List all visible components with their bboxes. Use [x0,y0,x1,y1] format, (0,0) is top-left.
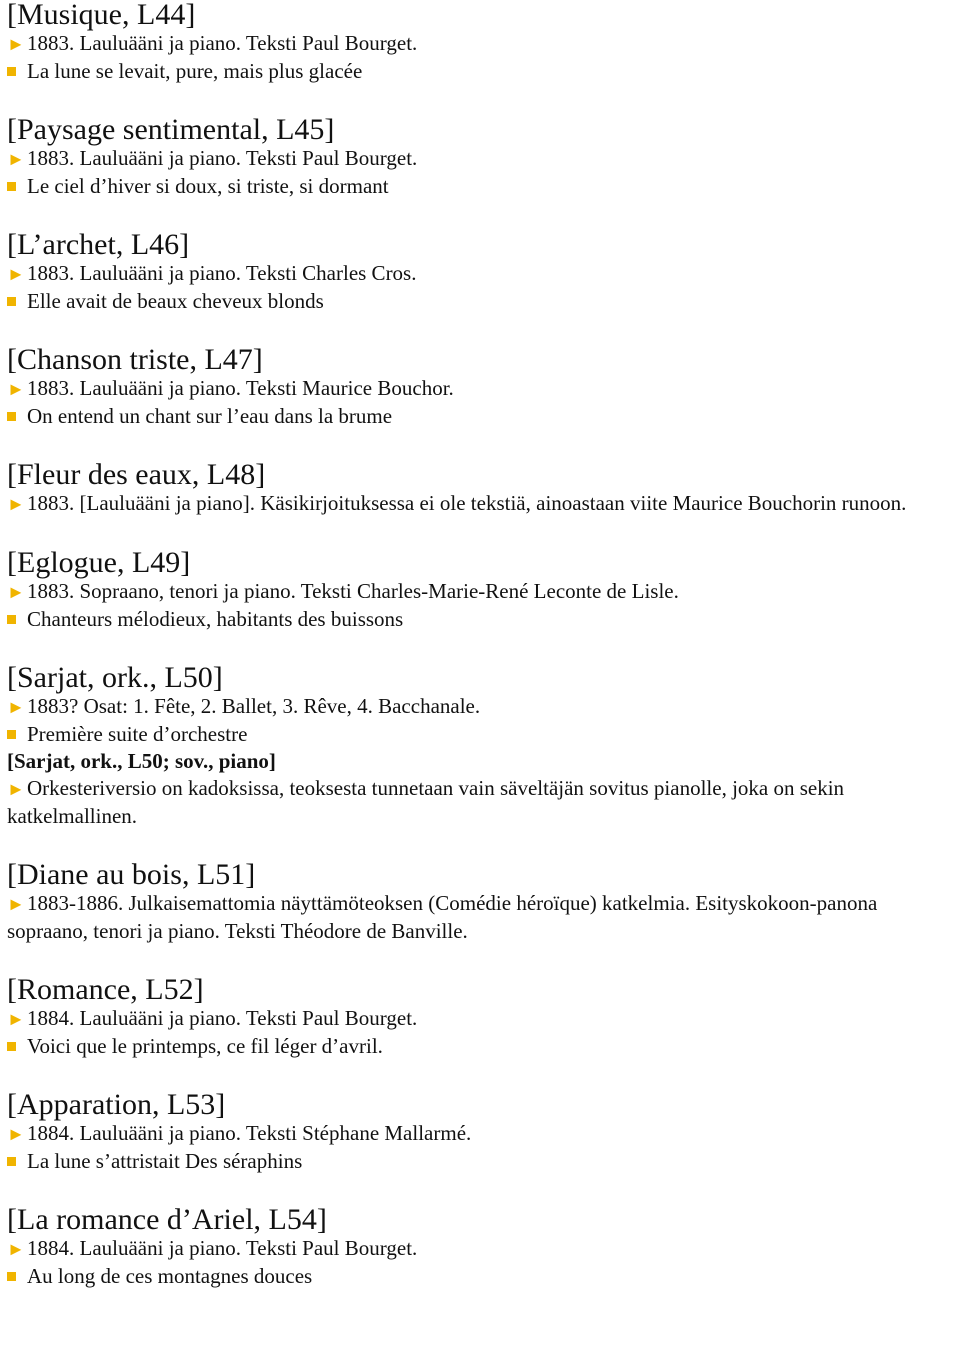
entry-info [7,693,957,721]
play-triangle-icon: ► [7,264,25,284]
entry-info-text: 1883. Lauluääni ja piano. Teksti Paul Bourget. [27,146,418,170]
square-bullet-icon [7,297,16,306]
entry-info [7,145,957,173]
entry-l54 [7,1205,957,1290]
entry-incipit-text: Chanteurs mélodieux, habitants des buissons [27,607,404,631]
entry-info-text: 1883. Lauluääni ja piano. Teksti Paul Bourget. [27,31,418,55]
entry-info [7,490,957,518]
entry-title: [Chanson triste, L47] [7,343,263,376]
entry-info-text: 1883? Osat: 1. Fête, 2. Ballet, 3. Rêve, 4. Bacchanale. [27,694,481,718]
entry-l52 [7,975,957,1060]
entry-info [7,578,957,606]
entry-incipit [7,403,957,430]
entry-l47 [7,345,957,430]
square-bullet-icon [7,67,16,76]
entry-incipit-text: Le ciel d’hiver si doux, si triste, si dormant [27,174,389,198]
entry-l49 [7,548,957,633]
entry-l50 [7,663,957,830]
play-triangle-icon: ► [7,582,25,602]
entry-title: [Diane au bois, L51] [7,858,256,891]
entry-info [7,1235,957,1263]
play-triangle-icon: ► [7,149,25,169]
entry-incipit [7,1033,957,1060]
entry-incipit [7,288,957,315]
entry-title: [Paysage sentimental, L45] [7,113,335,146]
entry-incipit [7,1263,957,1290]
entry-title: [Eglogue, L49] [7,546,191,579]
entry-l53 [7,1090,957,1175]
square-bullet-icon [7,1042,16,1051]
square-bullet-icon [7,412,16,421]
entry-title: [La romance d’Ariel, L54] [7,1203,327,1236]
entry-info [7,1120,957,1148]
entry-subinfo [7,775,957,830]
play-triangle-icon: ► [7,697,25,717]
square-bullet-icon [7,730,16,739]
square-bullet-icon [7,615,16,624]
entry-incipit [7,721,957,748]
entry-info [7,30,957,58]
play-triangle-icon: ► [7,1124,25,1144]
square-bullet-icon [7,1157,16,1166]
entry-title: [Apparation, L53] [7,1088,226,1121]
square-bullet-icon [7,182,16,191]
play-triangle-icon: ► [7,1009,25,1029]
entry-incipit-text: La lune s’attristait Des séraphins [27,1149,303,1173]
entry-l51 [7,860,957,945]
entry-info-text: 1884. Lauluääni ja piano. Teksti Paul Bourget. [27,1006,418,1030]
entry-incipit [7,1148,957,1175]
entry-l44 [7,0,957,85]
entry-info-text: 1883. Sopraano, tenori ja piano. Teksti Charles-Marie-René Leconte de Lisle. [27,579,679,603]
entry-incipit-text: Au long de ces montagnes douces [27,1264,313,1288]
entry-l45 [7,115,957,200]
entry-title: [L’archet, L46] [7,228,190,261]
entry-info [7,260,957,288]
entry-l48 [7,460,957,518]
entry-info-text: 1883. Lauluääni ja piano. Teksti Charles Cros. [27,261,417,285]
document [7,0,957,1290]
entry-incipit [7,173,957,200]
play-triangle-icon: ► [7,779,25,799]
entry-subinfo-text: Orkesteriversio on kadoksissa, teoksesta tunnetaan vain säveltäjän sovitus pianolle, joka on sekin katkelmallinen. [7,776,845,828]
entry-info-text: 1884. Lauluääni ja piano. Teksti Stéphane Mallarmé. [27,1121,472,1145]
entry-info-text: 1883. [Lauluääni ja piano]. Käsikirjoituksessa ei ole tekstiä, ainoastaan viite Maurice Bouchorin runoon. [27,491,907,515]
entry-info [7,1005,957,1033]
play-triangle-icon: ► [7,379,25,399]
entry-subtitle: [Sarjat, ork., L50; sov., piano] [7,749,276,773]
entry-info-text: 1884. Lauluääni ja piano. Teksti Paul Bourget. [27,1236,418,1260]
entry-info [7,375,957,403]
entry-title: [Fleur des eaux, L48] [7,458,266,491]
entry-incipit-text: Elle avait de beaux cheveux blonds [27,289,324,313]
entry-info-text: 1883-1886. Julkaisemattomia näyttämöteoksen (Comédie héroïque) katkelmia. Esityskokoon-panona sopraano, tenori ja piano. Teksti Théodore de Banville. [7,891,878,943]
entry-incipit-text: Voici que le printemps, ce fil léger d’avril. [27,1034,383,1058]
entry-incipit [7,58,957,85]
entry-info-text: 1883. Lauluääni ja piano. Teksti Maurice Bouchor. [27,376,454,400]
entry-incipit [7,606,957,633]
play-triangle-icon: ► [7,894,25,914]
entry-incipit-text: On entend un chant sur l’eau dans la brume [27,404,393,428]
entry-title: [Romance, L52] [7,973,204,1006]
entry-incipit-text: Première suite d’orchestre [27,722,248,746]
play-triangle-icon: ► [7,34,25,54]
entry-l46 [7,230,957,315]
entry-info [7,890,942,945]
play-triangle-icon: ► [7,494,25,514]
entry-title: [Musique, L44] [7,0,196,31]
entry-title: [Sarjat, ork., L50] [7,661,223,694]
square-bullet-icon [7,1272,16,1281]
play-triangle-icon: ► [7,1239,25,1259]
entry-incipit-text: La lune se levait, pure, mais plus glacée [27,59,363,83]
